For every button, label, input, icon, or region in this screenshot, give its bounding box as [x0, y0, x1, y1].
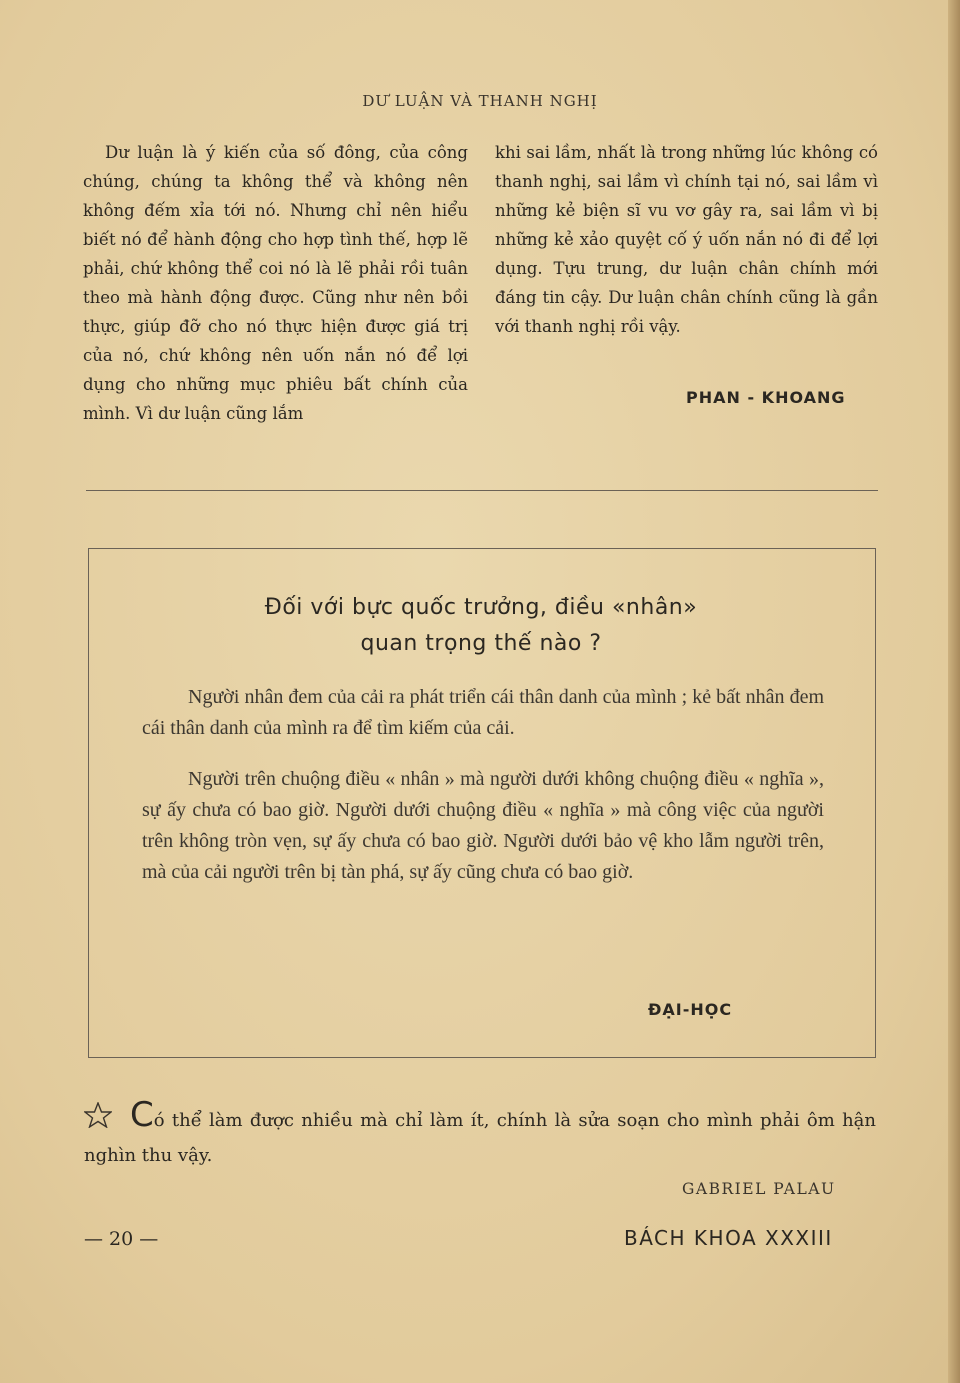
box-paragraph-1: Người nhân đem của cải ra phát triển cái thân danh của mình ; kẻ bất nhân đem cái thân danh của mình ra để tìm kiếm của cải. [142, 686, 824, 739]
quote-author: GABRIEL PALAU [682, 1180, 836, 1198]
box-title-line-2: quan trọng thế nào ? [360, 631, 602, 656]
quote-block [84, 1095, 876, 1173]
star-icon [84, 1102, 112, 1128]
section-divider [86, 490, 878, 491]
box-body [142, 682, 824, 908]
article-text-right: khi sai lầm, nhất là trong những lúc không có thanh nghị, sai lầm vì chính tại nó, sai lầm vì những kẻ biện sĩ vu vơ gây ra, sai lầm vì bị những kẻ xảo quyệt cố ý uốn nắn nó đi để lợi dụng. Tựu trung, dư luận chân chính mới đáng tin cậy. Dư luận chân chính cũng là gần với thanh nghị rồi vậy. [495, 143, 878, 336]
quote-dropcap: C [130, 1095, 154, 1135]
page-edge [948, 0, 960, 1383]
quote-text: ó thể làm được nhiều mà chỉ làm ít, chính là sửa soạn cho mình phải ôm hận nghìn thu vậy. [84, 1110, 876, 1166]
publication-title: BÁCH KHOA XXXIII [624, 1226, 833, 1250]
article-text-left: Dư luận là ý kiến của số đông, của công chúng, chúng ta không thể và không nên không đếm xỉa tới nó. Nhưng chỉ nên hiểu biết nó để hành động cho hợp tình thế, hợp lẽ phải, chứ không thể coi nó là lẽ phải rồi tuân theo mà hành động được. Cũng như nên bồi thực, giúp đỡ cho nó thực hiện được giá trị của nó, chứ không nên uốn nắn nó để lợi dụng cho những mục phiêu bất chính của mình. Vì dư luận cũng lắm [83, 143, 468, 423]
article-right-column [495, 138, 878, 341]
box-signature: ĐẠI-HỌC [648, 1000, 733, 1019]
article-left-column [83, 138, 468, 428]
page-number: — 20 — [84, 1228, 159, 1250]
box-title [88, 590, 874, 662]
box-paragraph-2: Người trên chuộng điều « nhân » mà người dưới không chuộng điều « nghĩa », sự ấy chưa có bao giờ. Người dưới chuộng điều « nghĩa » mà công việc của người trên không tròn vẹn, sự ấy chưa có bao giờ. Người dưới bảo vệ kho lẫm người trên, mà của cải người trên bị tàn phá, sự ấy cũng chưa có bao giờ. [142, 768, 824, 883]
running-head: DƯ LUẬN VÀ THANH NGHỊ [362, 92, 598, 110]
box-title-line-1: Đối với bực quốc trưởng, điều «nhân» [264, 595, 698, 620]
article-signature: PHAN - KHOANG [686, 388, 846, 407]
